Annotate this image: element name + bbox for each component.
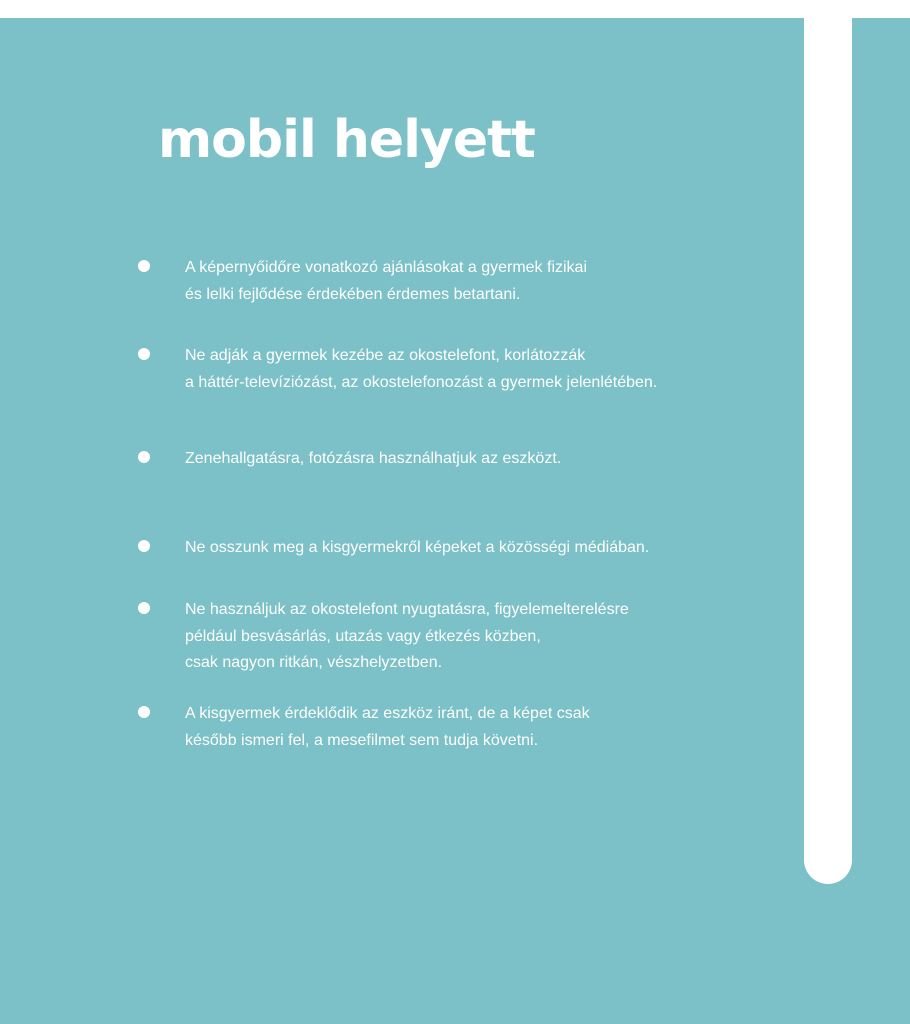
- list-item-text: A képernyőidőre vonatkozó ajánlásokat a gyermek fizikai és lelki fejlődése érdekében érdemes betartani.: [185, 259, 587, 303]
- bullet-dot-icon: [138, 602, 150, 614]
- top-white-strip: [0, 0, 910, 18]
- list-item-text: Ne használjuk az okostelefont nyugtatásra, figyelemelterelésre például besvásárlás, utazás vagy étkezés közben, csak nagyon ritkán, vészhelyzetben.: [185, 601, 629, 671]
- page-title: mobil helyett: [158, 110, 535, 170]
- bullet-dot-icon: [138, 260, 150, 272]
- bullet-dot-icon: [138, 706, 150, 718]
- bullet-dot-icon: [138, 451, 150, 463]
- decorative-vertical-bar: [804, 0, 852, 884]
- bullet-dot-icon: [138, 348, 150, 360]
- list-item-text: Ne adják a gyermek kezébe az okostelefont, korlátozzák a háttér-televíziózást, az okostelefonozást a gyermek jelenlétében.: [185, 347, 658, 391]
- list-item-text: Zenehallgatásra, fotózásra használhatjuk az eszközt.: [185, 450, 562, 467]
- bullet-dot-icon: [138, 540, 150, 552]
- list-item-text: Ne osszunk meg a kisgyermekről képeket a közösségi médiában.: [185, 539, 650, 556]
- list-item-text: A kisgyermek érdeklődik az eszköz iránt, de a képet csak később ismeri fel, a mesefilmet sem tudja követni.: [185, 705, 590, 749]
